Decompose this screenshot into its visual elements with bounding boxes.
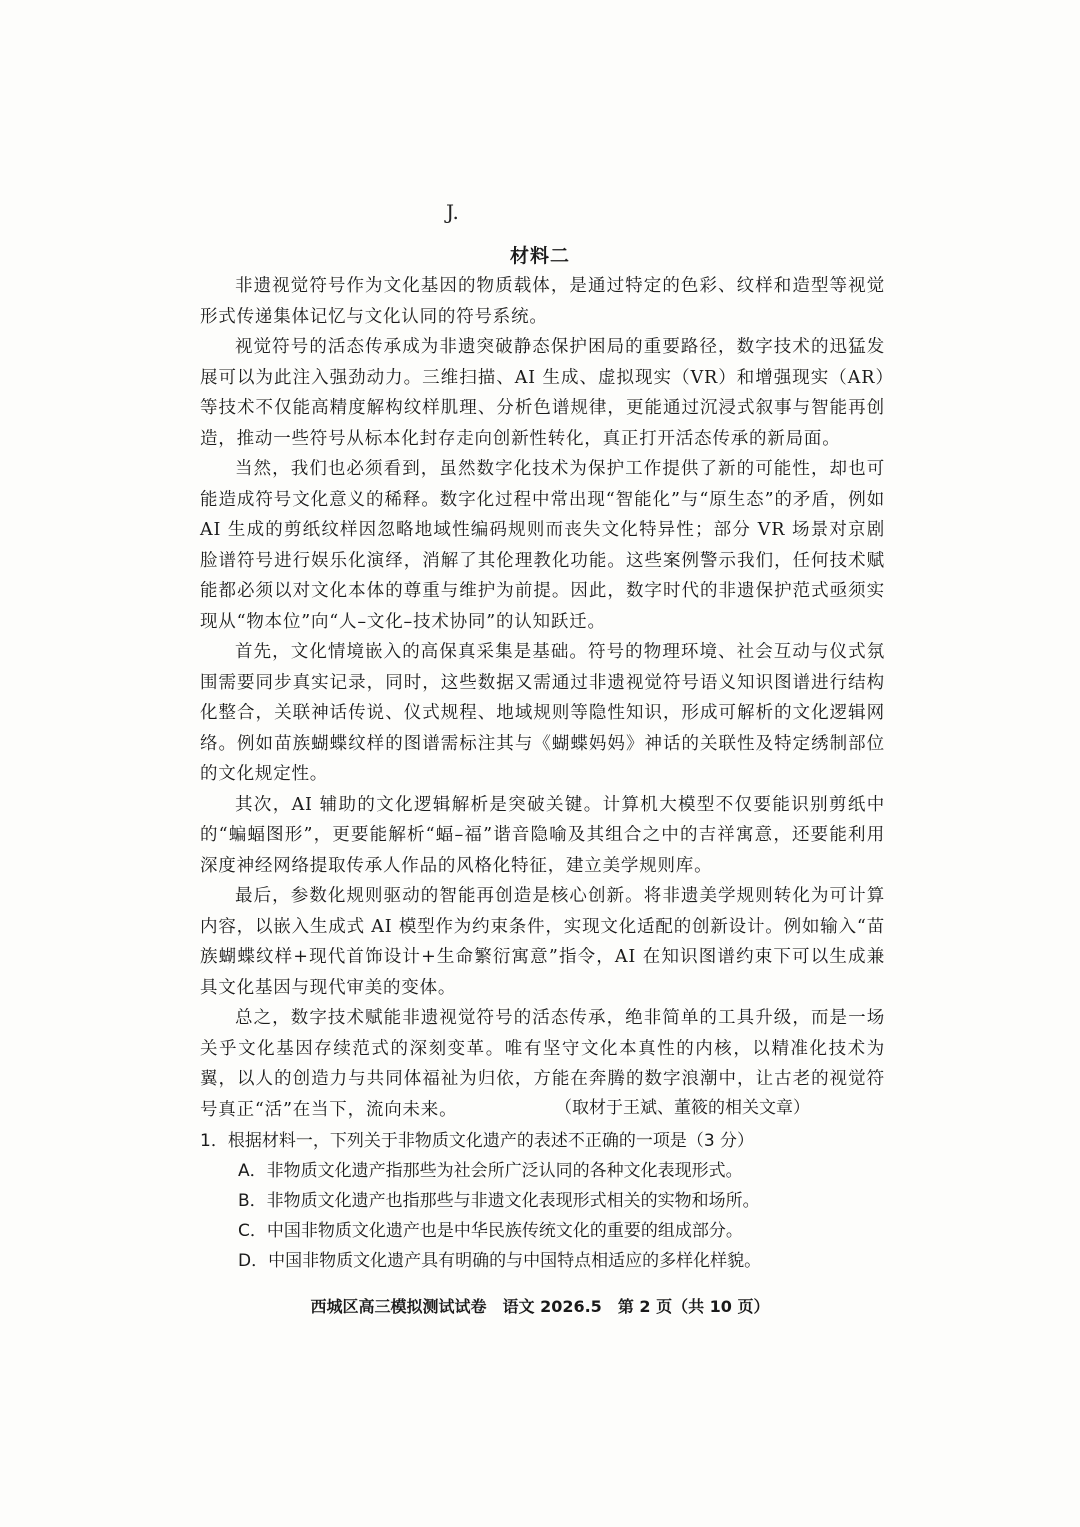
source-citation: （取材于王斌、董筱的相关文章） [555,1098,810,1118]
passage-paragraph: 视觉符号的活态传承成为非遗突破静态保护困局的重要路径，数字技术的迅猛发展可以为此注入强劲动力。三维扫描、AI 生成、虚拟现实（VR）和增强现实（AR）等技术不仅能高精度解构纹样肌理、分析色谱规律，更能通过沉浸式叙事与智能再创造，推动一些符号从标本化封存走向创新性转化，真正打开活态传承的新局面。 [200,337,885,449]
passage-paragraph: 总之，数字技术赋能非遗视觉符号的活态传承，绝非简单的工具升级，而是一场关乎文化基因存续范式的深刻变革。唯有坚守文化本真性的内核，以精准化技术为翼，以人的创造力与共同体福祉为归依，方能在奔腾的数字浪潮中，让古老的视觉符号真正“活”在当下，流向未来。 [200,1008,885,1120]
passage-body [200,271,885,1125]
passage-paragraph: 当然，我们也必须看到，虽然数字化技术为保护工作提供了新的可能性，却也可能造成符号文化意义的稀释。数字化过程中常出现“智能化”与“原生态”的矛盾，例如 AI 生成的剪纸纹样因忽略地域性编码规则而丧失文化特异性；部分 VR 场景对京剧脸谱符号进行娱乐化演绎，消解了其伦理教化功能。这些案例警示我们，任何技术赋能都必须以对文化本体的尊重与维护为前提。因此，数字时代的非遗保护范式亟须实现从“物本位”向“人–文化–技术协同”的认知跃迁。 [200,459,885,632]
passage-paragraph: 非遗视觉符号作为文化基因的物质载体，是通过特定的色彩、纹样和造型等视觉形式传递集体记忆与文化认同的符号系统。 [200,276,885,327]
stray-mark: J. [446,200,459,224]
passage-paragraph: 首先，文化情境嵌入的高保真采集是基础。符号的物理环境、社会互动与仪式氛围需要同步真实记录，同时，这些数据又需通过非遗视觉符号语义知识图谱进行结构化整合，关联神话传说、仪式规程、地域规则等隐性知识，形成可解析的文化逻辑网络。例如苗族蝴蝶纹样的图谱需标注其与《蝴蝶妈妈》神话的关联性及特定绣制部位的文化规定性。 [200,642,885,784]
option-c: C．中国非物质文化遗产也是中华民族传统文化的重要的组成部分。 [238,1221,743,1241]
question-stem: 1．根据材料一，下列关于非物质文化遗产的表述不正确的一项是（3 分） [200,1131,755,1151]
passage-paragraph: 其次，AI 辅助的文化逻辑解析是突破关键。计算机大模型不仅要能识别剪纸中的“蝙蝠图形”，更要能解析“蝠–福”谐音隐喻及其组合之中的吉祥寓意，还要能利用深度神经网络提取传承人作品的风格化特征，建立美学规则库。 [200,794,885,876]
question-1 [200,1126,890,1276]
option-b: B．非物质文化遗产也指那些与非遗文化表现形式相关的实物和场所。 [238,1191,760,1211]
passage-paragraph: 最后，参数化规则驱动的智能再创造是核心创新。将非遗美学规则转化为可计算内容，以嵌入生成式 AI 模型作为约束条件，实现文化适配的创新设计。例如输入“苗族蝴蝶纹样+现代首饰设计+生命繁衍寓意”指令，AI 在知识图谱约束下可以生成兼具文化基因与现代审美的变体。 [200,886,885,998]
option-a: A．非物质文化遗产指那些为社会所广泛认同的各种文化表现形式。 [238,1161,743,1181]
option-d: D．中国非物质文化遗产具有明确的与中国特点相适应的多样化样貌。 [238,1251,762,1271]
section-title: 材料二 [509,245,570,267]
page-footer: 西城区高三模拟测试试卷 语文 2026.5 第 2 页（共 10 页） [310,1297,770,1316]
